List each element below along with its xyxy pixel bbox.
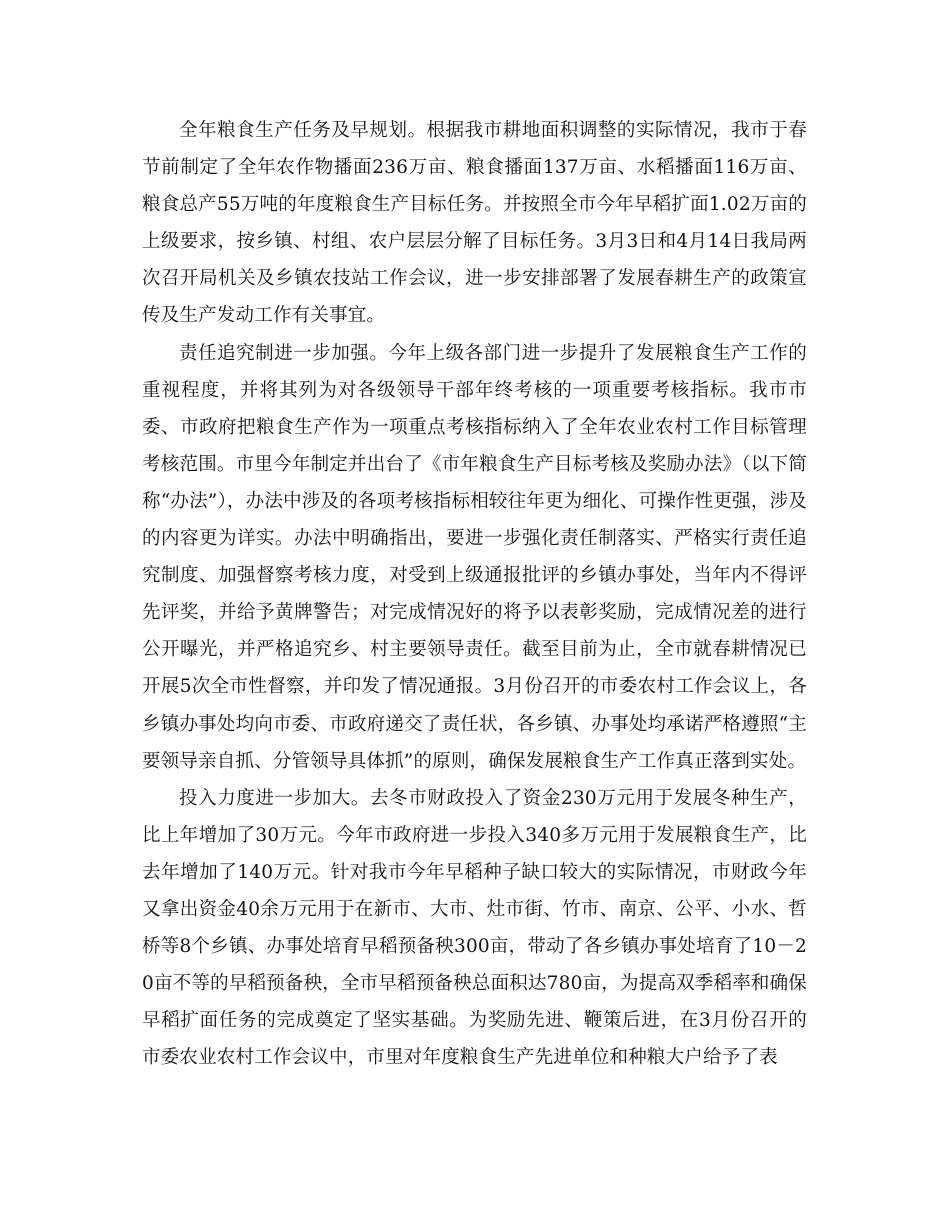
paragraph-investment: 投入力度进一步加大。去冬市财政投入了资金230万元用于发展冬种生产，比上年增加了30万元。今年市政府进一步投入340多万元用于发展粮食生产，比去年增加了140万元。针对我市今年早稻种子缺口较大的实际情况，市财政今年又拿出资金40余万元用于在新市、大市、灶市街、竹市、南京、公平、小水、哲桥等8个乡镇、办事处培育早稻预备秧300亩，带动了各乡镇办事处培育了10－20亩不等的早稻预备秧，全市早稻预备秧总面积达780亩，为提高双季稻率和确保早稻扩面任务的完成奠定了坚实基础。为奖励先进、鞭策后进，在3月份召开的市委农业农村工作会议中，市里对年度粮食生产先进单位和种粮大户给予了表: [142, 787, 807, 1069]
paragraph-accountability: 责任追究制进一步加强。今年上级各部门进一步提升了发展粮食生产工作的重视程度，并将其列为对各级领导干部年终考核的一项重要考核指标。我市市委、市政府把粮食生产作为一项重点考核指标纳入了全年农业农村工作目标管理考核范围。市里今年制定并出台了《市年粮食生产目标考核及奖励办法》（以下简称“办法”），办法中涉及的各项考核指标相较往年更为细化、可操作性更强，涉及的内容更为详实。办法中明确指出，要进一步强化责任制落实、严格实行责任追究制度、加强督察考核力度，对受到上级通报批评的乡镇办事处，当年内不得评先评奖，并给予黄牌警告；对完成情况好的将予以表彰奖励，完成情况差的进行公开曝光，并严格追究乡、村主要领导责任。截至目前为止，全市就春耕情况已开展5次全市性督察，并印发了情况通报。3月份召开的市委农村工作会议上，各乡镇办事处均向市委、市政府递交了责任状，各乡镇、办事处均承诺严格遵照“主要领导亲自抓、分管领导具体抓”的原则，确保发展粮食生产工作真正落到实处。: [142, 342, 807, 772]
paragraph-grain-planning: 全年粮食生产任务及早规划。根据我市耕地面积调整的实际情况，我市于春节前制定了全年农作物播面236万亩、粮食播面137万亩、水稻播面116万亩、粮食总产55万吨的年度粮食生产目标任务。并按照全市今年早稻扩面1.02万亩的上级要求，按乡镇、村组、农户层层分解了目标任务。3月3日和4月14日我局两次召开局机关及乡镇农技站工作会议，进一步安排部署了发展春耕生产的政策宣传及生产发动工作有关事宜。: [142, 120, 807, 327]
document-body: [142, 112, 807, 1076]
